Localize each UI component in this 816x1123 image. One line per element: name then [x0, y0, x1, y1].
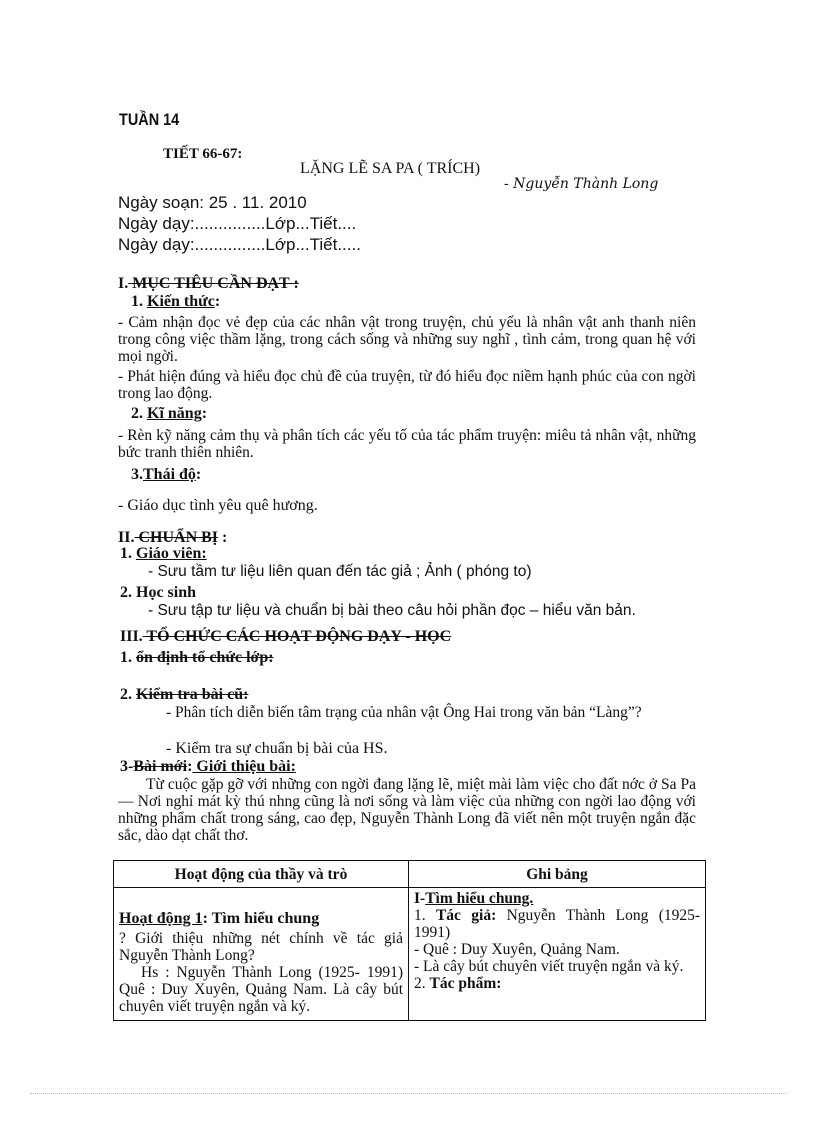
- period-label: TIẾT 66-67:: [163, 146, 243, 162]
- knowledge-heading: [131, 293, 220, 310]
- author-line: - Nguyễn Thành Long: [504, 176, 659, 192]
- notes-section-label: Tìm hiểu chung.: [425, 890, 534, 907]
- knowledge-paragraph-1: - Cảm nhận đọc vẻ đẹp của các nhân vật trong truyện, chủ yếu là nhân vật anh thanh niên trong công việc thầm lặng, trong cách sống và những suy nghĩ , tình cảm, trong quan hệ với mọi ngời.: [118, 314, 696, 365]
- activity-1-label: Hoạt động 1: [119, 910, 203, 927]
- student-heading: [120, 584, 196, 601]
- knowledge-num: 1.: [131, 293, 147, 310]
- activity-1-heading: [119, 910, 403, 927]
- step-2-label: Kiểm tra bài cũ:: [136, 686, 249, 703]
- page-bottom-border: [30, 1093, 786, 1094]
- date-taught-1: Ngày dạy:...............Lớp...Tiết....: [118, 214, 357, 233]
- table-header-activities: Hoạt động của thầy và trò: [114, 861, 409, 888]
- student-label: Học sinh: [136, 584, 197, 601]
- step-3-heading: [120, 758, 296, 775]
- teacher-num: 1.: [120, 545, 136, 562]
- notes-work-num: 2.: [414, 975, 430, 992]
- table-header-row: [114, 861, 706, 888]
- step-1-num: 1.: [120, 649, 136, 666]
- section-2-title: CHUẨN BỊ: [134, 529, 219, 546]
- notes-author-num: 1.: [414, 907, 436, 924]
- table-row: [114, 888, 706, 1021]
- notes-work: [414, 975, 700, 992]
- attitude-paragraph: - Giáo dục tình yêu quê hương.: [118, 497, 318, 514]
- student-item: - Sưu tập tư liệu và chuẩn bị bài theo câu hỏi phần đọc – hiểu văn bản.: [148, 602, 636, 619]
- notes-work-label: Tác phẩm:: [429, 975, 502, 992]
- table-cell-notes: [409, 888, 706, 1021]
- step-3-paragraph: Từ cuộc gặp gỡ với những con ngời đang lặng lẽ, miệt mài làm việc cho đất nớc ở Sa Pa — Nơi nghỉ mát kỳ thú nhng cũng là nơi sống và làm việc của những con ngời lao động với những phẩm chất trong sáng, cao đẹp, Nguyễn Thành Long đã viết nên một truyện ngắn đặc sắc, dào dạt chất thơ.: [118, 776, 696, 844]
- knowledge-paragraph-2: - Phát hiện đúng và hiểu đọc chủ đề của truyện, từ đó hiểu đọc niềm hạnh phúc của con ngời trong lao động.: [118, 368, 696, 402]
- skills-heading: [131, 405, 207, 422]
- section-2-numeral: II.: [118, 529, 135, 546]
- student-num: 2.: [120, 584, 136, 601]
- activity-1-question: ? Giới thiệu những nét chính về tác giả Nguyễn Thành Long?: [119, 930, 403, 964]
- skills-colon: :: [201, 405, 208, 422]
- step-2-num: 2.: [120, 686, 136, 703]
- activity-1-title: : Tìm hiểu chung: [202, 910, 320, 927]
- attitude-label: Thái độ: [143, 466, 196, 483]
- section-1-heading: [118, 275, 299, 292]
- step-2-heading: [120, 686, 248, 703]
- notes-author: [414, 907, 700, 941]
- section-1-numeral: I.: [118, 275, 129, 292]
- section-1-title: MỤC TIÊU CẦN ĐẠT :: [128, 275, 299, 292]
- step-1-heading: [120, 649, 274, 666]
- step-2-paragraph-2: - Kiểm tra sự chuẩn bị bài của HS.: [166, 740, 388, 757]
- attitude-colon: :: [195, 466, 202, 483]
- step-3-intro: Giới thiệu bài:: [192, 758, 296, 775]
- section-3-title: TỔ CHỨC CÁC HOẠT ĐỘNG DẠY - HỌC: [142, 628, 452, 645]
- knowledge-label: Kiến thức: [147, 293, 215, 310]
- lesson-table: [113, 860, 706, 1021]
- attitude-num: 3.: [131, 466, 143, 483]
- notes-author-value: Nguyễn Thành Long (1925- 1991): [414, 907, 700, 941]
- skills-label: Kĩ năng: [147, 405, 202, 422]
- notes-writer: - Là cây bút chuyên viết truyện ngắn và ký.: [414, 958, 684, 975]
- section-2-heading: [118, 529, 227, 546]
- section-3-heading: [120, 628, 451, 645]
- notes-section-heading: [414, 890, 700, 907]
- step-3-colon: :: [187, 758, 193, 775]
- page-title: LẶNG LẼ SA PA ( TRÍCH): [300, 160, 481, 177]
- section-3-numeral: III.: [120, 628, 143, 645]
- step-3-num: 3-: [120, 758, 134, 775]
- step-1-label: ổn định tổ chức lớp:: [136, 649, 274, 666]
- skills-num: 2.: [131, 405, 147, 422]
- teacher-item: - Sưu tầm tư liệu liên quan đến tác giả ; Ảnh ( phóng to): [148, 563, 532, 580]
- knowledge-colon: :: [214, 293, 221, 310]
- table-header-notes: Ghi bảng: [409, 861, 706, 888]
- notes-section-num: I-: [414, 890, 426, 907]
- week-label: TUẦN 14: [119, 110, 180, 129]
- teacher-label: Giáo viên:: [136, 545, 207, 562]
- step-3-label: Bài mới: [133, 758, 188, 775]
- step-2-paragraph-1: - Phân tích diễn biến tâm trạng của nhân vật Ông Hai trong văn bản “Làng”?: [166, 704, 642, 721]
- attitude-heading: [131, 466, 201, 483]
- date-prepared: Ngày soạn: 25 . 11. 2010: [118, 193, 307, 212]
- section-2-tail: :: [218, 529, 228, 546]
- skills-paragraph: - Rèn kỹ năng cảm thụ và phân tích các yếu tố của tác phẩm truyện: miêu tả nhân vật, những bức tranh thiên nhiên.: [118, 427, 696, 461]
- date-taught-2: Ngày dạy:...............Lớp...Tiết.....: [118, 235, 361, 254]
- activity-1-answer: Hs : Nguyễn Thành Long (1925- 1991) Quê : Duy Xuyên, Quảng Nam. Là cây bút chuyên viết truyện ngắn và ký.: [119, 964, 403, 1015]
- table-cell-activities: [114, 888, 409, 1021]
- notes-hometown: - Quê : Duy Xuyên, Quảng Nam.: [414, 941, 620, 958]
- teacher-heading: [120, 545, 207, 562]
- notes-author-label: Tác giả:: [435, 907, 497, 924]
